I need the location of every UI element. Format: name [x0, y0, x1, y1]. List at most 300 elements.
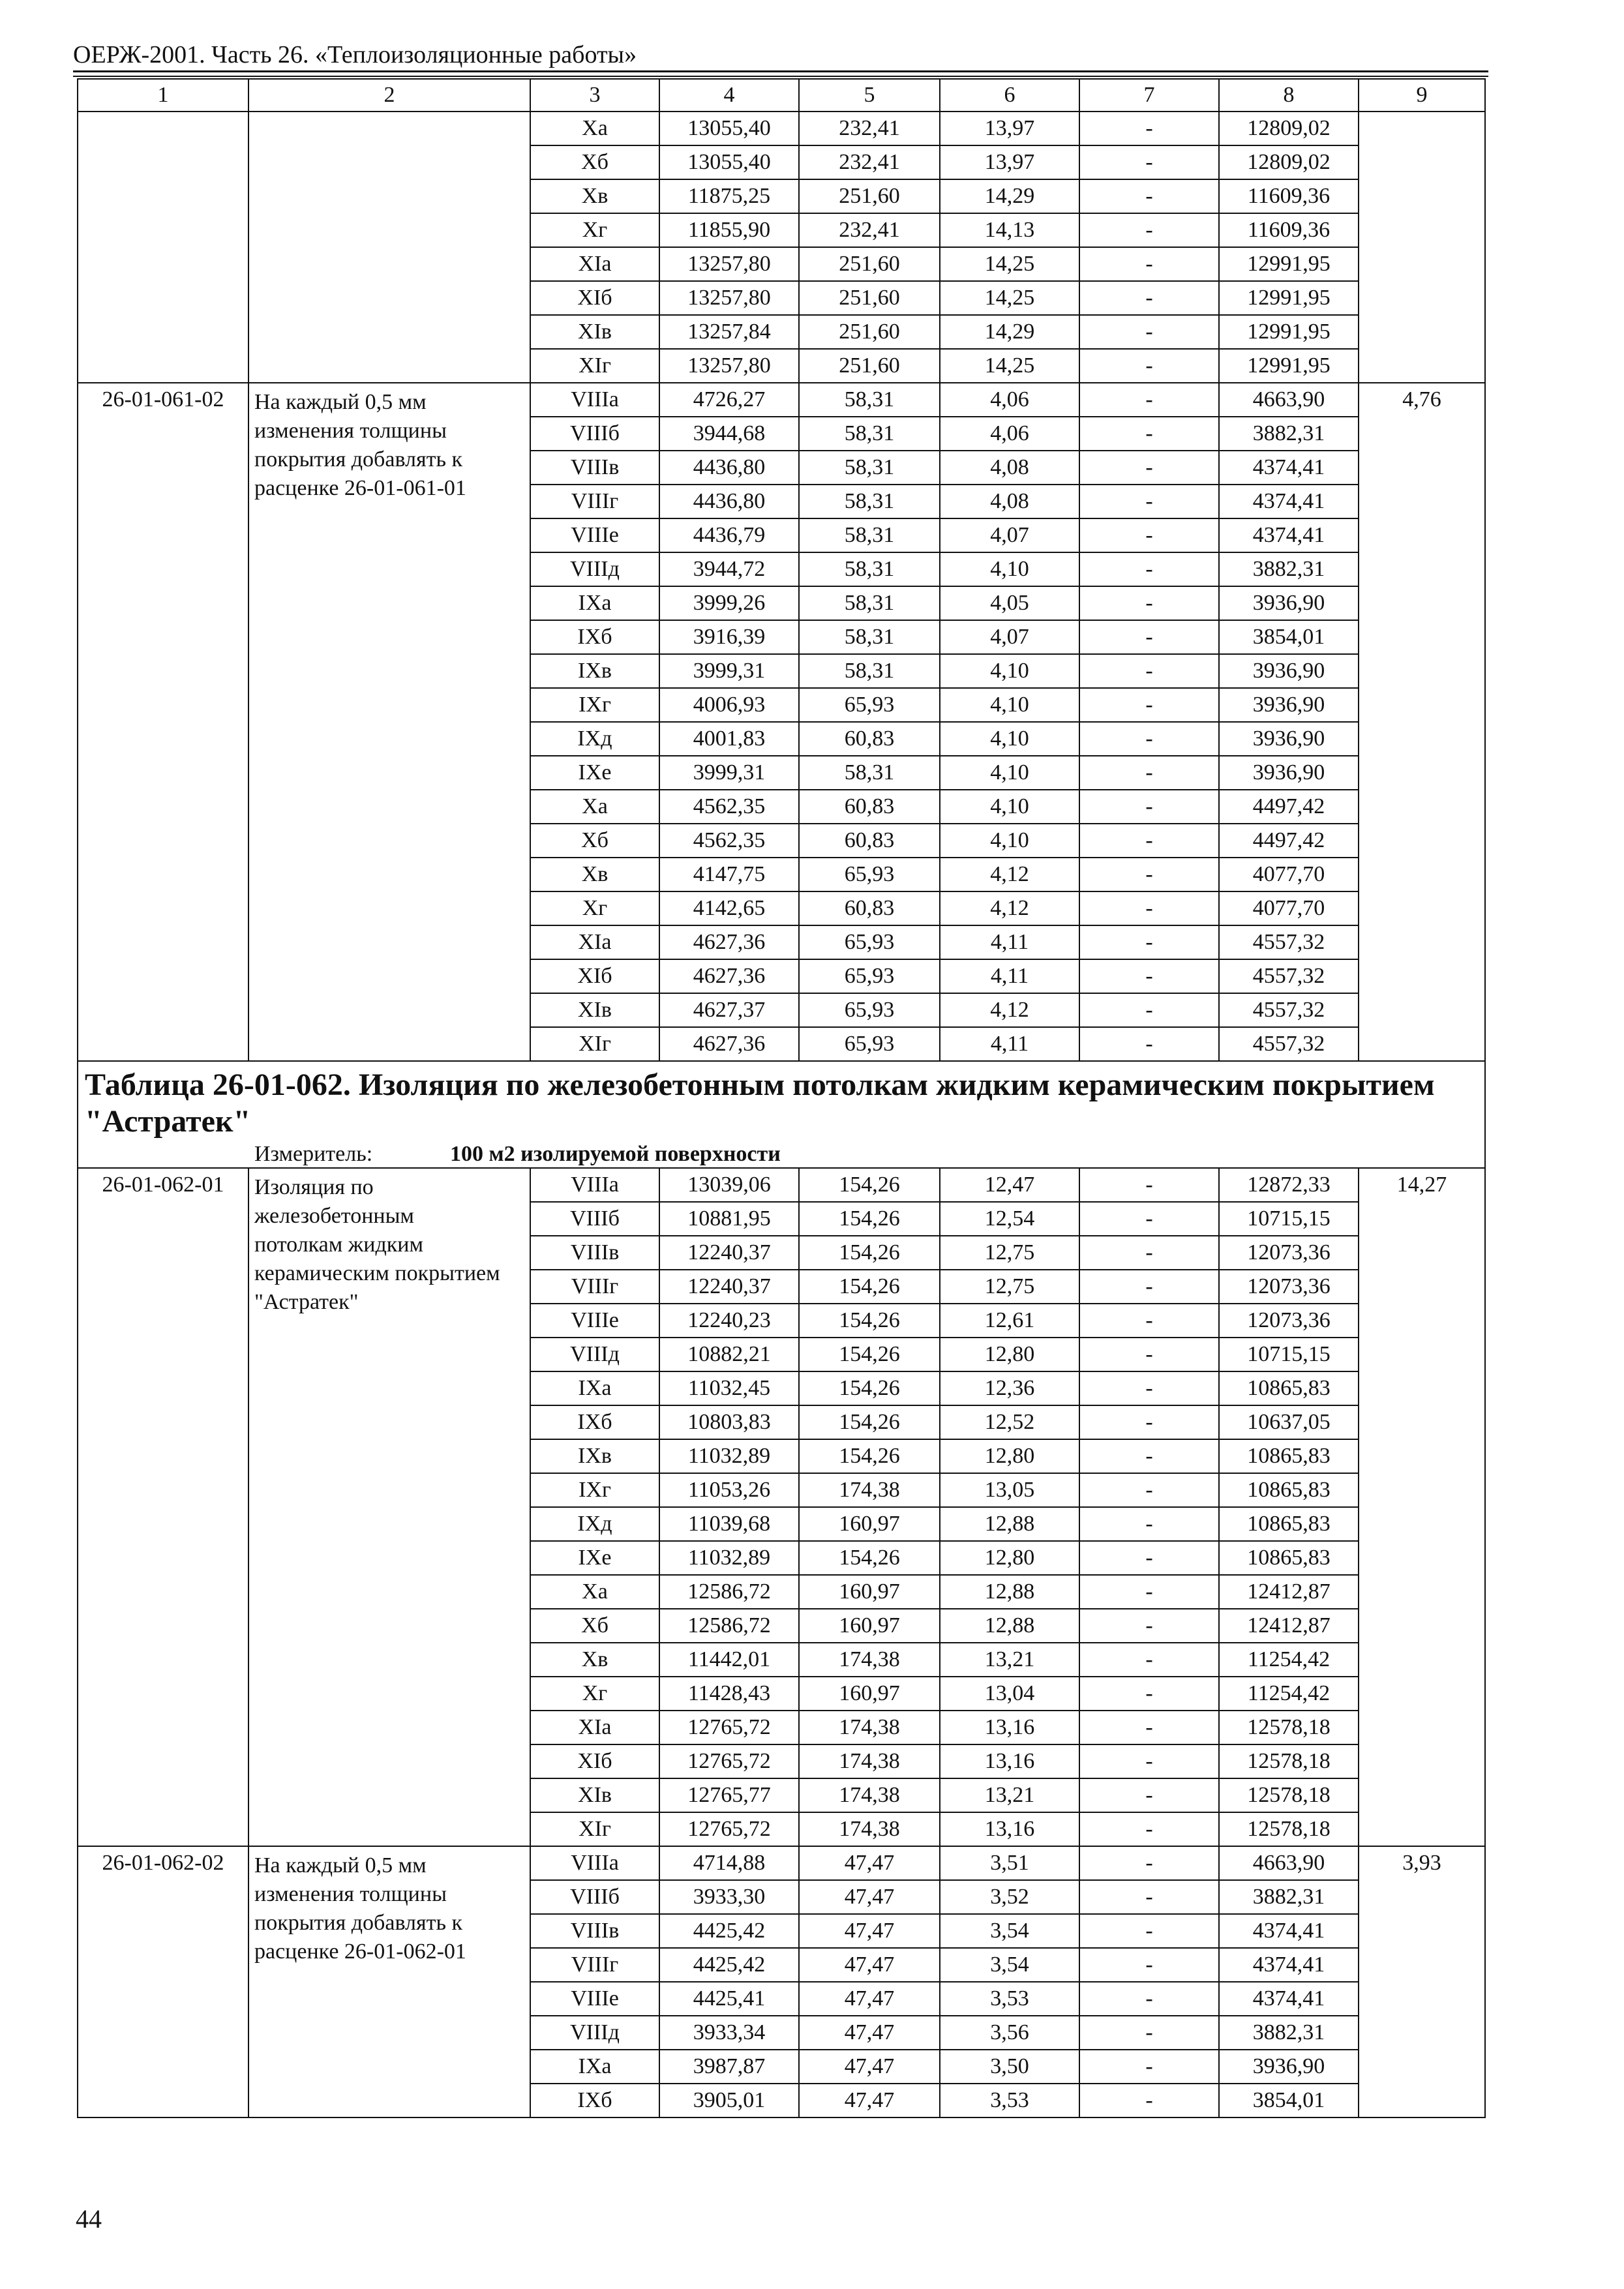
direct-costs: 11855,90 — [659, 213, 799, 247]
labor-wages: 4,08 — [940, 451, 1079, 485]
labor-wages: 3,56 — [940, 2016, 1079, 2050]
direct-costs: 11032,89 — [659, 1439, 799, 1473]
materials: - — [1079, 790, 1219, 824]
region-zone: VIIIб — [530, 1202, 659, 1236]
direct-costs: 3999,31 — [659, 756, 799, 790]
direct-costs: 10882,21 — [659, 1338, 799, 1371]
rate-code: 26-01-061-02 — [78, 383, 248, 1061]
labor-wages: 4,07 — [940, 518, 1079, 552]
labor-wages: 4,10 — [940, 688, 1079, 722]
materials: - — [1079, 1643, 1219, 1677]
machine-costs: 160,97 — [799, 1507, 940, 1541]
direct-costs: 11032,45 — [659, 1371, 799, 1405]
region-zone: VIIIe — [530, 518, 659, 552]
materials: - — [1079, 654, 1219, 688]
direct-costs: 13257,80 — [659, 349, 799, 383]
materials: - — [1079, 179, 1219, 213]
machine-costs: 251,60 — [799, 281, 940, 315]
machine-costs: 174,38 — [799, 1744, 940, 1778]
region-zone: Xв — [530, 858, 659, 891]
region-zone: IXг — [530, 1473, 659, 1507]
labor-wages: 12,61 — [940, 1304, 1079, 1338]
direct-costs: 11039,68 — [659, 1507, 799, 1541]
labor-norm — [1359, 112, 1485, 383]
labor-wages: 12,80 — [940, 1338, 1079, 1371]
materials: - — [1079, 1982, 1219, 2016]
total-cost: 11254,42 — [1219, 1677, 1359, 1711]
table-row — [78, 1846, 1485, 1880]
labor-wages: 13,21 — [940, 1778, 1079, 1812]
region-zone: VIIIe — [530, 1304, 659, 1338]
region-zone: XIг — [530, 349, 659, 383]
direct-costs: 13257,84 — [659, 315, 799, 349]
region-zone: XIв — [530, 1778, 659, 1812]
labor-norm: 4,76 — [1359, 383, 1485, 1061]
materials: - — [1079, 1168, 1219, 1202]
materials: - — [1079, 1236, 1219, 1270]
region-zone: VIIIг — [530, 485, 659, 518]
direct-costs: 11875,25 — [659, 179, 799, 213]
direct-costs: 4436,80 — [659, 451, 799, 485]
materials: - — [1079, 722, 1219, 756]
machine-costs: 47,47 — [799, 1846, 940, 1880]
materials: - — [1079, 688, 1219, 722]
total-cost: 12809,02 — [1219, 145, 1359, 179]
direct-costs: 3987,87 — [659, 2050, 799, 2084]
direct-costs: 4627,36 — [659, 959, 799, 993]
machine-costs: 58,31 — [799, 620, 940, 654]
region-zone: VIIIг — [530, 1948, 659, 1982]
materials: - — [1079, 959, 1219, 993]
materials: - — [1079, 1778, 1219, 1812]
direct-costs: 3905,01 — [659, 2084, 799, 2117]
region-zone: IXв — [530, 654, 659, 688]
materials: - — [1079, 417, 1219, 451]
materials: - — [1079, 925, 1219, 959]
labor-wages: 3,53 — [940, 2084, 1079, 2117]
materials: - — [1079, 1711, 1219, 1744]
region-zone: Xв — [530, 1643, 659, 1677]
labor-wages: 3,53 — [940, 1982, 1079, 2016]
direct-costs: 12765,72 — [659, 1711, 799, 1744]
machine-costs: 174,38 — [799, 1643, 940, 1677]
machine-costs: 232,41 — [799, 213, 940, 247]
materials: - — [1079, 1439, 1219, 1473]
region-zone: Xв — [530, 179, 659, 213]
labor-wages: 4,11 — [940, 1027, 1079, 1061]
direct-costs: 3944,72 — [659, 552, 799, 586]
total-cost: 12578,18 — [1219, 1812, 1359, 1846]
materials: - — [1079, 1677, 1219, 1711]
labor-norm: 3,93 — [1359, 1846, 1485, 2117]
total-cost: 12991,95 — [1219, 349, 1359, 383]
total-cost: 12809,02 — [1219, 112, 1359, 145]
region-zone: XIг — [530, 1812, 659, 1846]
section-title: Таблица 26-01-062. Изоляция по железобетонным потолкам жидким керамическим покрытием "Астратек" — [85, 1068, 1435, 1139]
direct-costs: 3944,68 — [659, 417, 799, 451]
materials: - — [1079, 891, 1219, 925]
labor-wages: 12,36 — [940, 1371, 1079, 1405]
direct-costs: 4562,35 — [659, 790, 799, 824]
direct-costs: 3933,34 — [659, 2016, 799, 2050]
total-cost: 12991,95 — [1219, 247, 1359, 281]
direct-costs: 13055,40 — [659, 112, 799, 145]
total-cost: 12073,36 — [1219, 1270, 1359, 1304]
direct-costs: 4425,42 — [659, 1948, 799, 1982]
region-zone: IXд — [530, 1507, 659, 1541]
machine-costs: 174,38 — [799, 1778, 940, 1812]
total-cost: 3936,90 — [1219, 586, 1359, 620]
total-cost: 11254,42 — [1219, 1643, 1359, 1677]
total-cost: 4374,41 — [1219, 1948, 1359, 1982]
labor-wages: 13,97 — [940, 112, 1079, 145]
machine-costs: 65,93 — [799, 925, 940, 959]
region-zone: VIIIa — [530, 1846, 659, 1880]
labor-wages: 12,80 — [940, 1439, 1079, 1473]
machine-costs: 251,60 — [799, 315, 940, 349]
total-cost: 4497,42 — [1219, 790, 1359, 824]
column-number: 6 — [940, 79, 1079, 112]
total-cost: 3936,90 — [1219, 756, 1359, 790]
direct-costs: 4425,42 — [659, 1914, 799, 1948]
region-zone: Xб — [530, 145, 659, 179]
header-rule — [73, 70, 1488, 72]
direct-costs: 3999,31 — [659, 654, 799, 688]
region-zone: VIIIa — [530, 383, 659, 417]
machine-costs: 160,97 — [799, 1677, 940, 1711]
total-cost: 12578,18 — [1219, 1778, 1359, 1812]
materials: - — [1079, 383, 1219, 417]
labor-wages: 13,16 — [940, 1744, 1079, 1778]
materials: - — [1079, 1541, 1219, 1575]
column-number: 9 — [1359, 79, 1485, 112]
region-zone: IXe — [530, 756, 659, 790]
total-cost: 3882,31 — [1219, 552, 1359, 586]
labor-wages: 3,54 — [940, 1914, 1079, 1948]
rate-code: 26-01-062-02 — [78, 1846, 248, 2117]
labor-wages: 4,10 — [940, 722, 1079, 756]
direct-costs: 10881,95 — [659, 1202, 799, 1236]
total-cost: 12578,18 — [1219, 1744, 1359, 1778]
materials: - — [1079, 1846, 1219, 1880]
materials: - — [1079, 1338, 1219, 1371]
labor-wages: 13,16 — [940, 1812, 1079, 1846]
materials: - — [1079, 213, 1219, 247]
region-zone: XIa — [530, 1711, 659, 1744]
region-zone: VIIIд — [530, 1338, 659, 1371]
materials: - — [1079, 112, 1219, 145]
labor-wages: 14,29 — [940, 179, 1079, 213]
machine-costs: 58,31 — [799, 451, 940, 485]
materials: - — [1079, 858, 1219, 891]
table-row — [78, 1168, 1485, 1202]
materials: - — [1079, 1744, 1219, 1778]
labor-wages: 4,12 — [940, 858, 1079, 891]
region-zone: XIг — [530, 1027, 659, 1061]
measure-line — [85, 1141, 1478, 1167]
labor-wages: 4,12 — [940, 993, 1079, 1027]
region-zone: VIIIд — [530, 552, 659, 586]
total-cost: 4374,41 — [1219, 451, 1359, 485]
region-zone: IXб — [530, 1405, 659, 1439]
machine-costs: 65,93 — [799, 1027, 940, 1061]
direct-costs: 4714,88 — [659, 1846, 799, 1880]
direct-costs: 11442,01 — [659, 1643, 799, 1677]
page-number: 44 — [76, 2204, 102, 2234]
labor-wages: 13,16 — [940, 1711, 1079, 1744]
table-section-header — [78, 1061, 1485, 1168]
region-zone: IXa — [530, 2050, 659, 2084]
total-cost: 10865,83 — [1219, 1439, 1359, 1473]
labor-wages: 14,25 — [940, 349, 1079, 383]
column-number: 3 — [530, 79, 659, 112]
region-zone: VIIIб — [530, 417, 659, 451]
machine-costs: 160,97 — [799, 1575, 940, 1609]
direct-costs: 3916,39 — [659, 620, 799, 654]
column-number-row — [78, 79, 1485, 112]
column-number: 2 — [248, 79, 530, 112]
labor-wages: 3,54 — [940, 1948, 1079, 1982]
machine-costs: 47,47 — [799, 1948, 940, 1982]
machine-costs: 58,31 — [799, 417, 940, 451]
labor-wages: 12,80 — [940, 1541, 1079, 1575]
machine-costs: 174,38 — [799, 1711, 940, 1744]
machine-costs: 47,47 — [799, 2084, 940, 2117]
materials: - — [1079, 451, 1219, 485]
region-zone: IXa — [530, 586, 659, 620]
labor-wages: 14,13 — [940, 213, 1079, 247]
machine-costs: 251,60 — [799, 179, 940, 213]
labor-wages: 4,10 — [940, 790, 1079, 824]
direct-costs: 4006,93 — [659, 688, 799, 722]
direct-costs: 12586,72 — [659, 1609, 799, 1643]
region-zone: VIIIг — [530, 1270, 659, 1304]
labor-wages: 14,25 — [940, 247, 1079, 281]
region-zone: IXб — [530, 620, 659, 654]
materials: - — [1079, 315, 1219, 349]
column-number: 7 — [1079, 79, 1219, 112]
materials: - — [1079, 1507, 1219, 1541]
machine-costs: 174,38 — [799, 1812, 940, 1846]
region-zone: VIIIa — [530, 1168, 659, 1202]
labor-wages: 13,05 — [940, 1473, 1079, 1507]
direct-costs: 4147,75 — [659, 858, 799, 891]
region-zone: VIIIд — [530, 2016, 659, 2050]
total-cost: 10715,15 — [1219, 1202, 1359, 1236]
region-zone: VIIIв — [530, 1914, 659, 1948]
labor-wages: 12,52 — [940, 1405, 1079, 1439]
region-zone: Xa — [530, 112, 659, 145]
region-zone: Xa — [530, 790, 659, 824]
direct-costs: 12765,72 — [659, 1744, 799, 1778]
direct-costs: 4726,27 — [659, 383, 799, 417]
column-number: 5 — [799, 79, 940, 112]
direct-costs: 4142,65 — [659, 891, 799, 925]
materials: - — [1079, 1609, 1219, 1643]
total-cost: 4663,90 — [1219, 1846, 1359, 1880]
machine-costs: 58,31 — [799, 586, 940, 620]
total-cost: 4374,41 — [1219, 485, 1359, 518]
region-zone: XIa — [530, 925, 659, 959]
region-zone: IXв — [530, 1439, 659, 1473]
total-cost: 4374,41 — [1219, 1914, 1359, 1948]
machine-costs: 251,60 — [799, 349, 940, 383]
labor-wages: 4,10 — [940, 654, 1079, 688]
labor-wages: 12,88 — [940, 1609, 1079, 1643]
machine-costs: 160,97 — [799, 1609, 940, 1643]
labor-wages: 4,10 — [940, 756, 1079, 790]
machine-costs: 58,31 — [799, 552, 940, 586]
labor-wages: 12,54 — [940, 1202, 1079, 1236]
region-zone: IXд — [530, 722, 659, 756]
direct-costs: 3933,30 — [659, 1880, 799, 1914]
direct-costs: 4562,35 — [659, 824, 799, 858]
machine-costs: 154,26 — [799, 1338, 940, 1371]
direct-costs: 12765,77 — [659, 1778, 799, 1812]
machine-costs: 60,83 — [799, 790, 940, 824]
machine-costs: 47,47 — [799, 1982, 940, 2016]
direct-costs: 12240,37 — [659, 1236, 799, 1270]
region-zone: IXe — [530, 1541, 659, 1575]
labor-wages: 12,47 — [940, 1168, 1079, 1202]
machine-costs: 65,93 — [799, 858, 940, 891]
table-section-row — [78, 1061, 1485, 1168]
total-cost: 4663,90 — [1219, 383, 1359, 417]
total-cost: 10865,83 — [1219, 1507, 1359, 1541]
machine-costs: 47,47 — [799, 1914, 940, 1948]
total-cost: 3854,01 — [1219, 620, 1359, 654]
total-cost: 12872,33 — [1219, 1168, 1359, 1202]
total-cost: 3936,90 — [1219, 722, 1359, 756]
direct-costs: 13055,40 — [659, 145, 799, 179]
total-cost: 12578,18 — [1219, 1711, 1359, 1744]
machine-costs: 47,47 — [799, 2050, 940, 2084]
labor-wages: 12,75 — [940, 1236, 1079, 1270]
materials: - — [1079, 485, 1219, 518]
materials: - — [1079, 1880, 1219, 1914]
materials: - — [1079, 1304, 1219, 1338]
materials: - — [1079, 552, 1219, 586]
labor-wages: 13,97 — [940, 145, 1079, 179]
machine-costs: 154,26 — [799, 1270, 940, 1304]
total-cost: 10865,83 — [1219, 1473, 1359, 1507]
region-zone: Xг — [530, 1677, 659, 1711]
rates-table-body — [78, 79, 1485, 2117]
labor-wages: 4,12 — [940, 891, 1079, 925]
machine-costs: 251,60 — [799, 247, 940, 281]
direct-costs: 3999,26 — [659, 586, 799, 620]
materials: - — [1079, 281, 1219, 315]
materials: - — [1079, 2084, 1219, 2117]
region-zone: Xб — [530, 824, 659, 858]
materials: - — [1079, 1027, 1219, 1061]
region-zone: Xa — [530, 1575, 659, 1609]
materials: - — [1079, 1914, 1219, 1948]
total-cost: 10715,15 — [1219, 1338, 1359, 1371]
total-cost: 4557,32 — [1219, 959, 1359, 993]
labor-wages: 3,52 — [940, 1880, 1079, 1914]
region-zone: Xг — [530, 891, 659, 925]
direct-costs: 12586,72 — [659, 1575, 799, 1609]
machine-costs: 58,31 — [799, 485, 940, 518]
work-description: Изоляция по железобетонным потолкам жидким керамическим покрытием "Астратек" — [248, 1168, 530, 1846]
total-cost: 10865,83 — [1219, 1541, 1359, 1575]
materials: - — [1079, 2016, 1219, 2050]
machine-costs: 154,26 — [799, 1304, 940, 1338]
labor-wages: 13,21 — [940, 1643, 1079, 1677]
labor-wages: 3,50 — [940, 2050, 1079, 2084]
total-cost: 10637,05 — [1219, 1405, 1359, 1439]
materials: - — [1079, 824, 1219, 858]
direct-costs: 4425,41 — [659, 1982, 799, 2016]
machine-costs: 65,93 — [799, 688, 940, 722]
direct-costs: 12240,37 — [659, 1270, 799, 1304]
direct-costs: 4627,37 — [659, 993, 799, 1027]
materials: - — [1079, 2050, 1219, 2084]
direct-costs: 4001,83 — [659, 722, 799, 756]
machine-costs: 60,83 — [799, 891, 940, 925]
machine-costs: 154,26 — [799, 1405, 940, 1439]
labor-wages: 4,05 — [940, 586, 1079, 620]
region-zone: XIв — [530, 315, 659, 349]
materials: - — [1079, 1405, 1219, 1439]
total-cost: 12073,36 — [1219, 1304, 1359, 1338]
table-row — [78, 112, 1485, 145]
materials: - — [1079, 620, 1219, 654]
materials: - — [1079, 1371, 1219, 1405]
machine-costs: 47,47 — [799, 2016, 940, 2050]
materials: - — [1079, 1270, 1219, 1304]
direct-costs: 13257,80 — [659, 281, 799, 315]
total-cost: 12991,95 — [1219, 315, 1359, 349]
materials: - — [1079, 1575, 1219, 1609]
total-cost: 4077,70 — [1219, 891, 1359, 925]
column-number: 4 — [659, 79, 799, 112]
materials: - — [1079, 1202, 1219, 1236]
direct-costs: 4436,79 — [659, 518, 799, 552]
materials: - — [1079, 349, 1219, 383]
labor-wages: 4,07 — [940, 620, 1079, 654]
machine-costs: 47,47 — [799, 1880, 940, 1914]
direct-costs: 12240,23 — [659, 1304, 799, 1338]
labor-wages: 4,08 — [940, 485, 1079, 518]
page-header-title: ОЕРЖ-2001. Часть 26. «Теплоизоляционные работы» — [73, 41, 637, 68]
direct-costs: 4436,80 — [659, 485, 799, 518]
labor-wages: 4,06 — [940, 383, 1079, 417]
machine-costs: 154,26 — [799, 1439, 940, 1473]
measure-value: 100 м2 изолируемой поверхности — [450, 1142, 781, 1166]
total-cost: 3882,31 — [1219, 1880, 1359, 1914]
total-cost: 4077,70 — [1219, 858, 1359, 891]
machine-costs: 154,26 — [799, 1541, 940, 1575]
total-cost: 12073,36 — [1219, 1236, 1359, 1270]
measure-label: Измеритель: — [254, 1142, 373, 1166]
total-cost: 3882,31 — [1219, 417, 1359, 451]
header-rule-thin — [73, 76, 1488, 77]
materials: - — [1079, 756, 1219, 790]
machine-costs: 232,41 — [799, 145, 940, 179]
materials: - — [1079, 1473, 1219, 1507]
column-number: 8 — [1219, 79, 1359, 112]
labor-wages: 4,06 — [940, 417, 1079, 451]
region-zone: IXг — [530, 688, 659, 722]
machine-costs: 154,26 — [799, 1168, 940, 1202]
direct-costs: 13257,80 — [659, 247, 799, 281]
labor-wages: 4,11 — [940, 925, 1079, 959]
direct-costs: 11428,43 — [659, 1677, 799, 1711]
work-description: На каждый 0,5 мм изменения толщины покрытия добавлять к расценке 26-01-062-01 — [248, 1846, 530, 2117]
direct-costs: 11032,89 — [659, 1541, 799, 1575]
